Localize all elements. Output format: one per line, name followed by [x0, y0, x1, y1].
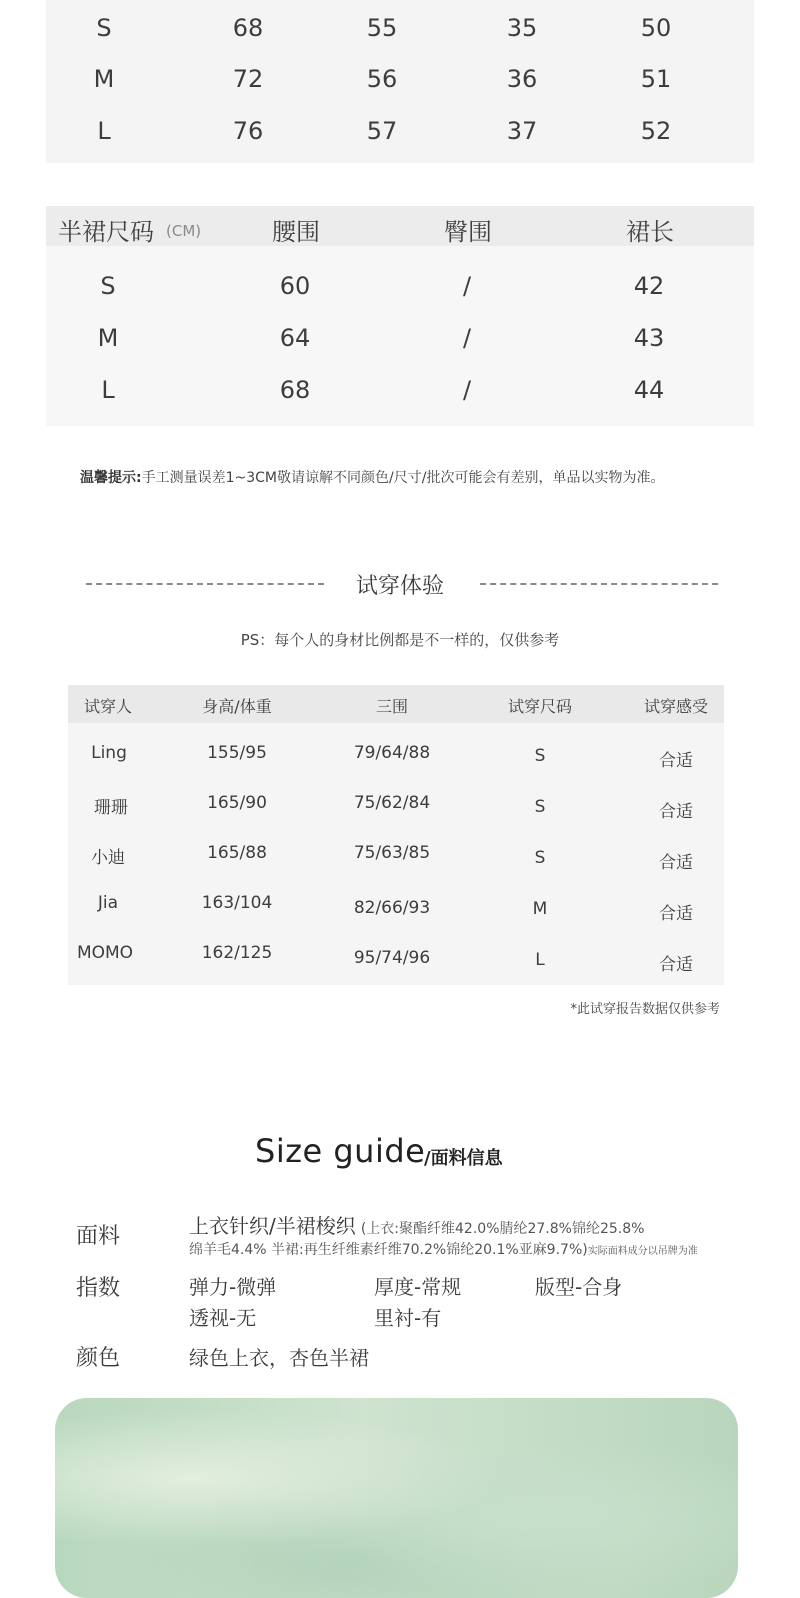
- index-sheerness: 透视-无: [189, 1306, 257, 1330]
- value-cell: 56: [366, 65, 398, 93]
- size-cell: M: [93, 65, 115, 93]
- table-row: [68, 943, 724, 993]
- divider-left: [86, 583, 324, 585]
- value-cell: /: [462, 324, 472, 352]
- value-cell: /: [462, 272, 472, 300]
- value-cell: 60: [279, 272, 311, 300]
- value-cell: 37: [506, 117, 538, 145]
- tester-name: Jia: [97, 893, 119, 913]
- height-weight: 163/104: [201, 893, 273, 913]
- tryon-table: [68, 685, 724, 985]
- height-weight: 155/95: [207, 743, 267, 763]
- tester-name: 珊珊: [94, 798, 128, 818]
- measurements: 79/64/88: [353, 743, 431, 763]
- tester-name: 小迪: [91, 848, 125, 868]
- table-row: [46, 53, 754, 105]
- fabric-label: 面料: [76, 1224, 121, 1249]
- table-title: 半裙尺码: [58, 218, 154, 246]
- index-thickness: 厚度-常规: [374, 1275, 462, 1299]
- column-header: 三围: [375, 697, 408, 716]
- tip-text: 手工测量误差1~3CM敬请谅解不同颜色/尺寸/批次可能会有差别，单品以实物为准。: [141, 470, 665, 486]
- size-cell: L: [101, 376, 115, 404]
- tried-size: S: [534, 746, 546, 766]
- fit-feeling: 合适: [659, 904, 693, 924]
- index-elasticity: 弹力-微弹: [189, 1275, 277, 1299]
- table-row: [68, 893, 724, 943]
- tried-size: M: [532, 899, 548, 919]
- value-cell: 36: [506, 65, 538, 93]
- size-cell: L: [97, 117, 111, 145]
- tester-name: MOMO: [76, 943, 134, 963]
- table-row: [68, 793, 724, 843]
- table-row: [46, 312, 754, 364]
- table-row: [46, 2, 754, 54]
- fit-feeling: 合适: [659, 853, 693, 873]
- table-row: [68, 843, 724, 893]
- column-header: 臀围: [444, 218, 492, 246]
- tried-size: S: [534, 848, 546, 868]
- fabric-note: 实际面料成分以吊牌为准: [587, 1246, 698, 1257]
- fabric-main: 上衣针织/半裙梭织: [189, 1214, 356, 1238]
- index-label: 指数: [76, 1276, 121, 1301]
- product-photo: [55, 1398, 738, 1598]
- fabric-line-1: [189, 1210, 644, 1239]
- unit-label: (CM): [166, 222, 202, 240]
- tried-size: L: [535, 950, 545, 970]
- fit-feeling: 合适: [659, 955, 693, 975]
- value-cell: 35: [506, 14, 538, 42]
- table-row: [68, 743, 724, 793]
- column-header: 试穿尺码: [507, 697, 572, 716]
- size-cell: M: [97, 324, 119, 352]
- table-header: [68, 685, 724, 723]
- value-cell: 42: [633, 272, 665, 300]
- value-cell: 50: [640, 14, 672, 42]
- value-cell: 76: [232, 117, 264, 145]
- measurements: 82/66/93: [353, 898, 431, 918]
- size-cell: S: [96, 14, 112, 42]
- tryon-ps-note: PS：每个人的身材比例都是不一样的，仅供参考: [240, 631, 560, 649]
- color-value: 绿色上衣，杏色半裙: [189, 1346, 369, 1370]
- measurements: 75/62/84: [353, 793, 431, 813]
- size-cell: S: [100, 272, 116, 300]
- index-fit: 版型-合身: [535, 1275, 623, 1299]
- measurements: 95/74/96: [353, 948, 431, 968]
- value-cell: 68: [279, 376, 311, 404]
- value-cell: 52: [640, 117, 672, 145]
- divider-right: [480, 583, 718, 585]
- value-cell: 51: [640, 65, 672, 93]
- fit-feeling: 合适: [659, 802, 693, 822]
- height-weight: 165/88: [207, 843, 267, 863]
- column-header: 裙长: [626, 218, 674, 246]
- measurements: 75/63/85: [353, 843, 431, 863]
- fabric-detail-1: (上衣:聚酯纤维42.0%腈纶27.8%锦纶25.8%: [360, 1221, 645, 1237]
- tester-name: Ling: [91, 743, 127, 763]
- value-cell: 72: [232, 65, 264, 93]
- value-cell: 68: [232, 14, 264, 42]
- value-cell: 64: [279, 324, 311, 352]
- column-header: 试穿感受: [643, 697, 708, 716]
- index-lining: 里衬-有: [374, 1306, 442, 1330]
- section-title: 试穿体验: [355, 574, 444, 599]
- table-row: [46, 260, 754, 312]
- top-size-table: [46, 0, 754, 163]
- value-cell: /: [462, 376, 472, 404]
- table-row: [46, 364, 754, 416]
- skirt-size-table: [46, 206, 754, 426]
- measurement-tip: [80, 467, 664, 487]
- fabric-line-2: [189, 1239, 698, 1259]
- table-header: [46, 206, 754, 246]
- color-label: 颜色: [76, 1346, 121, 1371]
- height-weight: 162/125: [201, 943, 273, 963]
- table-row: [46, 105, 754, 157]
- value-cell: 57: [366, 117, 398, 145]
- fit-feeling: 合适: [659, 751, 693, 771]
- height-weight: 165/90: [207, 793, 267, 813]
- size-guide-subtitle: /面料信息: [424, 1148, 503, 1169]
- value-cell: 55: [366, 14, 398, 42]
- fabric-detail-2: 绵羊毛4.4% 半裙:再生纤维素纤维70.2%锦纶20.1%亚麻9.7%): [189, 1242, 588, 1258]
- size-guide-title: Size guide: [255, 1132, 426, 1170]
- value-cell: 43: [633, 324, 665, 352]
- tried-size: S: [534, 797, 546, 817]
- column-header: 腰围: [272, 218, 320, 246]
- value-cell: 44: [633, 376, 665, 404]
- column-header: 试穿人: [83, 697, 132, 716]
- tip-label: 温馨提示:: [80, 470, 142, 486]
- tryon-disclaimer: *此试穿报告数据仅供参考: [570, 1002, 720, 1017]
- column-header: 身高/体重: [202, 697, 272, 716]
